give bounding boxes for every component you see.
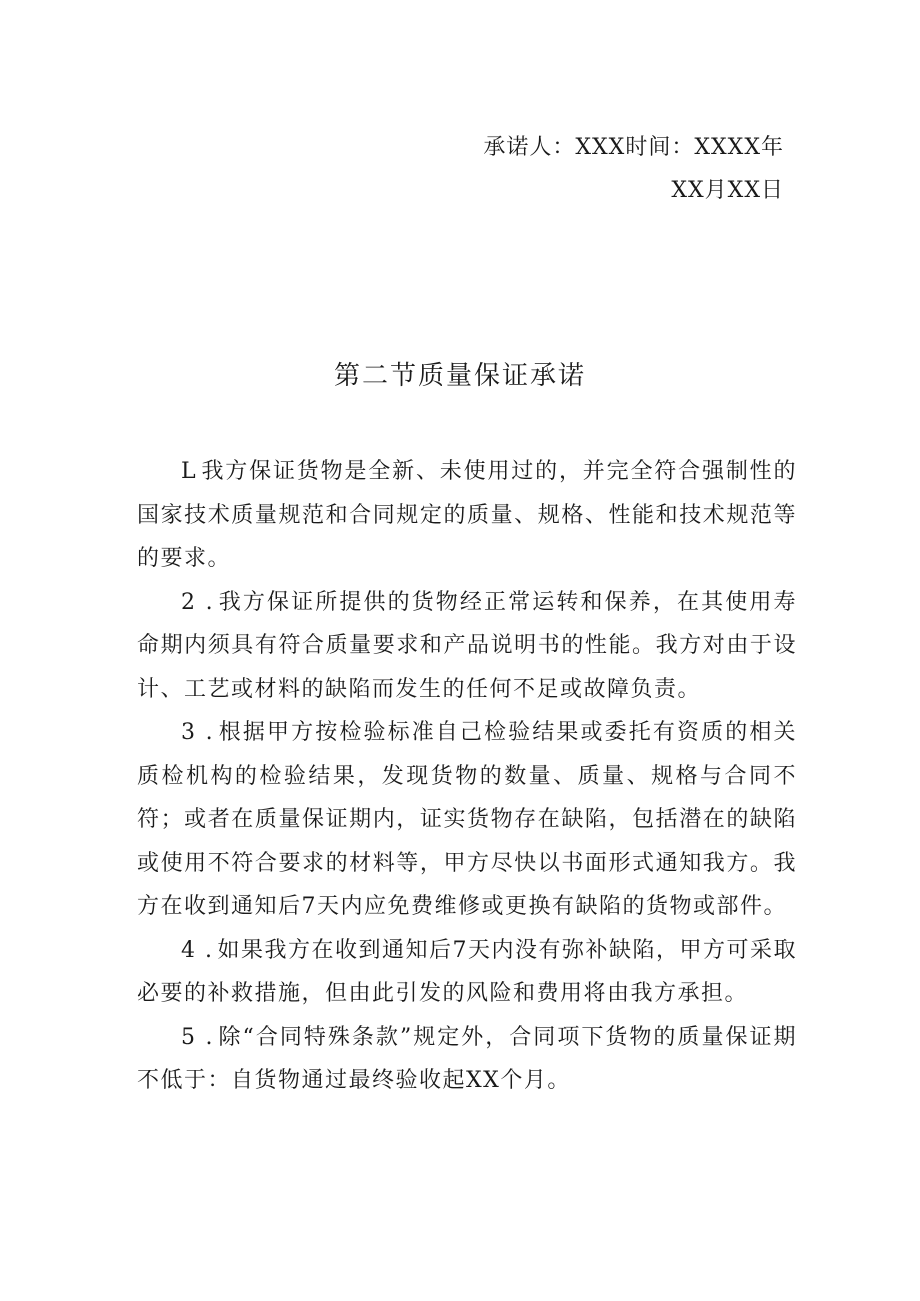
commitment-item-4 xyxy=(137,929,797,1016)
commitment-item-3 xyxy=(137,711,797,929)
promisor-and-date-line: 承诺人：XXX时间：XXXX年 xyxy=(483,135,784,160)
item-number: 4 . xyxy=(181,937,214,963)
item-number: 5 . xyxy=(181,1024,215,1050)
commitment-body xyxy=(137,450,797,1103)
item-text: 根据甲方按检验标准自己检验结果或委托有资质的相关质检机构的检验结果，发现货物的数量、质量、规格与合同不符；或者在质量保证期内，证实货物存在缺陷，包括潜在的缺陷或使用不符合要求的材料等，甲方尽快以书面形式通知我方。我方在收到通知后7天内应免费维修或更换有缺陷的货物或部件。 xyxy=(137,720,797,919)
item-text: 我方保证货物是全新、未使用过的，并完全符合强制性的国家技术质量规范和合同规定的质量、规格、性能和技术规范等的要求。 xyxy=(137,459,797,571)
commitment-item-2 xyxy=(137,581,797,712)
item-text: 如果我方在收到通知后7天内没有弥补缺陷，甲方可采取必要的补救措施，但由此引发的风险和费用将由我方承担。 xyxy=(137,937,797,1006)
item-number: L xyxy=(181,459,198,484)
section-title: 第二节质量保证承诺 xyxy=(333,361,586,391)
commitment-item-1 xyxy=(137,450,797,581)
item-number: 2 . xyxy=(181,589,215,615)
item-text: 我方保证所提供的货物经正常运转和保养，在其使用寿命期内须具有符合质量要求和产品说明书的性能。我方对由于设计、工艺或材料的缺陷而发生的任何不足或故障负责。 xyxy=(137,589,797,702)
item-text: 除“合同特殊条款”规定外，合同项下货物的质量保证期不低于：自货物通过最终验收起XX个月。 xyxy=(137,1024,798,1093)
date-line: XX月XX日 xyxy=(671,178,784,203)
commitment-item-5 xyxy=(137,1016,797,1103)
item-number: 3 . xyxy=(181,720,215,745)
